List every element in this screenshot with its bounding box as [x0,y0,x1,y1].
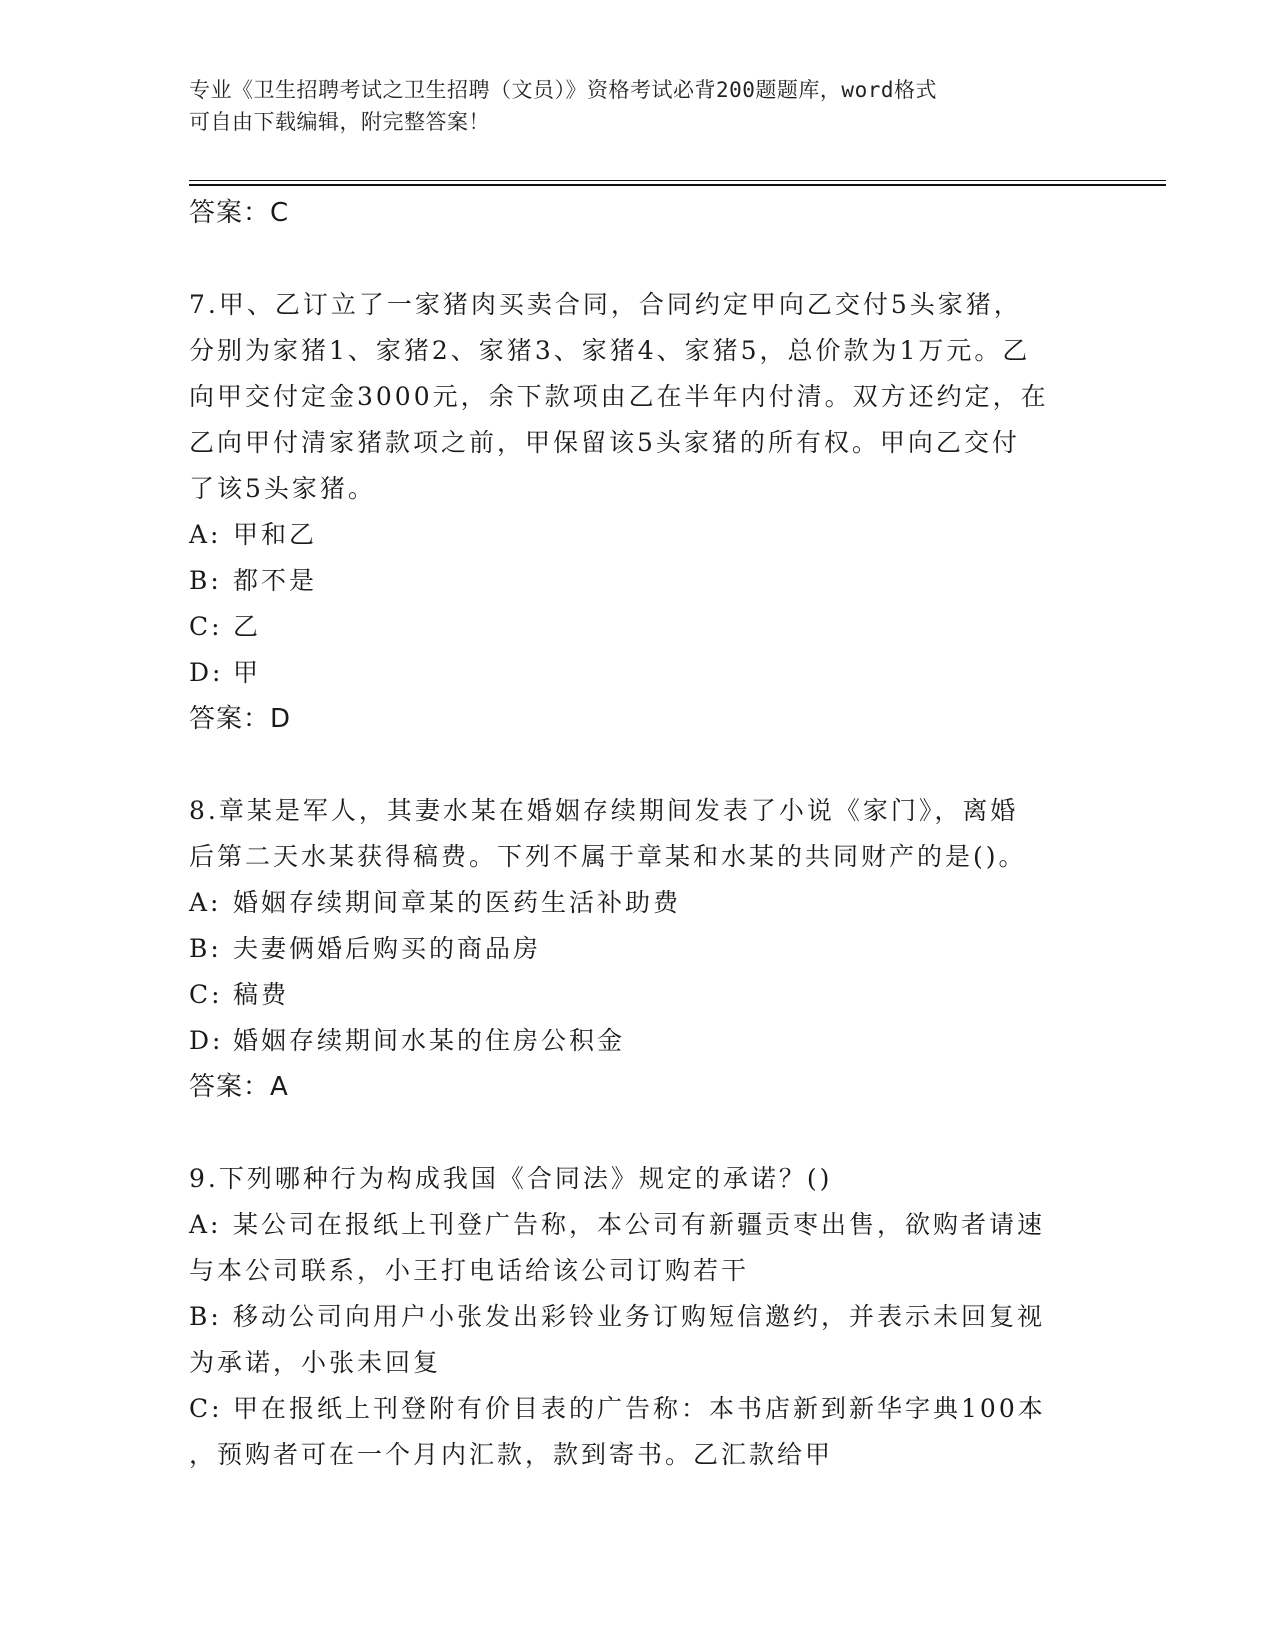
option-text: 稿费 [233,980,290,1009]
question-8-line-2: 后第二天水某获得稿费。下列不属于章某和水某的共同财产的是()。 [189,842,1027,871]
previous-answer: 答案：C [189,198,290,228]
question-7-line-3: 向甲交付定金3000元，余下款项由乙在半年内付清。双方还约定，在 [189,382,1049,411]
question-9-line-1: 9.下列哪种行为构成我国《合同法》规定的承诺？() [189,1164,833,1193]
question-7-option-b [189,558,1089,604]
option-key: B: [189,934,222,963]
question-8 [189,788,1089,1110]
document-header [189,74,1089,138]
question-8-option-b [189,926,1089,972]
option-text: 某公司在报纸上刊登广告称，本公司有新疆贡枣出售，欲购者请速 [233,1210,1046,1239]
question-9-option-c-continued: ，预购者可在一个月内汇款，款到寄书。乙汇款给甲 [189,1440,834,1469]
question-8-option-c [189,972,1089,1018]
question-7-line-4: 乙向甲付清家猪款项之前，甲保留该5头家猪的所有权。甲向乙交付 [189,428,1020,457]
question-9-option-a-continued: 与本公司联系，小王打电话给该公司订购若干 [189,1256,750,1285]
spacer [189,742,1089,788]
option-text: 婚姻存续期间水某的住房公积金 [233,1026,626,1055]
document-body [189,190,1089,1478]
option-key: A: [189,1210,222,1239]
question-9-option-b-continued: 为承诺，小张未回复 [189,1348,442,1377]
question-7-option-d [189,650,1089,696]
option-key: C: [189,1394,223,1423]
option-text: 甲和乙 [233,520,318,549]
question-7-answer: 答案：D [189,704,292,734]
spacer [189,1110,1089,1156]
option-text: 甲在报纸上刊登附有价目表的广告称：本书店新到新华字典100本 [233,1394,1046,1423]
question-8-option-d [189,1018,1089,1064]
question-7-line-1: 7.甲、乙订立了一家猪肉买卖合同，合同约定甲向乙交付5头家猪， [189,290,1022,319]
option-key: A: [189,520,222,549]
question-9-option-c [189,1386,1089,1432]
option-key: D: [189,1026,224,1055]
header-line-1: 专业《卫生招聘考试之卫生招聘（文员）》资格考试必背200题题库，word格式 [189,78,937,102]
option-text: 乙 [233,612,262,641]
question-7-option-a [189,512,1089,558]
question-9-option-b [189,1294,1089,1340]
question-7-line-5: 了该5头家猪。 [189,474,376,503]
option-key: A: [189,888,222,917]
option-key: C: [189,980,223,1009]
header-line-2: 可自由下载编辑，附完整答案！ [189,110,490,134]
spacer [189,236,1089,282]
option-key: C: [189,612,223,641]
option-text: 夫妻俩婚后购买的商品房 [233,934,542,963]
question-9-option-a [189,1202,1089,1248]
question-9 [189,1156,1089,1478]
header-divider-thick [189,184,1166,186]
question-8-option-a [189,880,1089,926]
question-7-option-c [189,604,1089,650]
option-text: 移动公司向用户小张发出彩铃业务订购短信邀约，并表示未回复视 [233,1302,1046,1331]
option-text: 都不是 [233,566,318,595]
option-text: 婚姻存续期间章某的医药生活补助费 [233,888,682,917]
question-8-line-1: 8.章某是军人，其妻水某在婚姻存续期间发表了小说《家门》，离婚 [189,796,1019,825]
header-divider-thin [189,180,1166,181]
option-key: B: [189,566,222,595]
option-text: 甲 [233,658,262,687]
question-7 [189,282,1089,742]
question-8-answer: 答案：A [189,1072,289,1102]
option-key: D: [189,658,224,687]
question-7-line-2: 分别为家猪1、家猪2、家猪3、家猪4、家猪5，总价款为1万元。乙 [189,336,1031,365]
option-key: B: [189,1302,222,1331]
